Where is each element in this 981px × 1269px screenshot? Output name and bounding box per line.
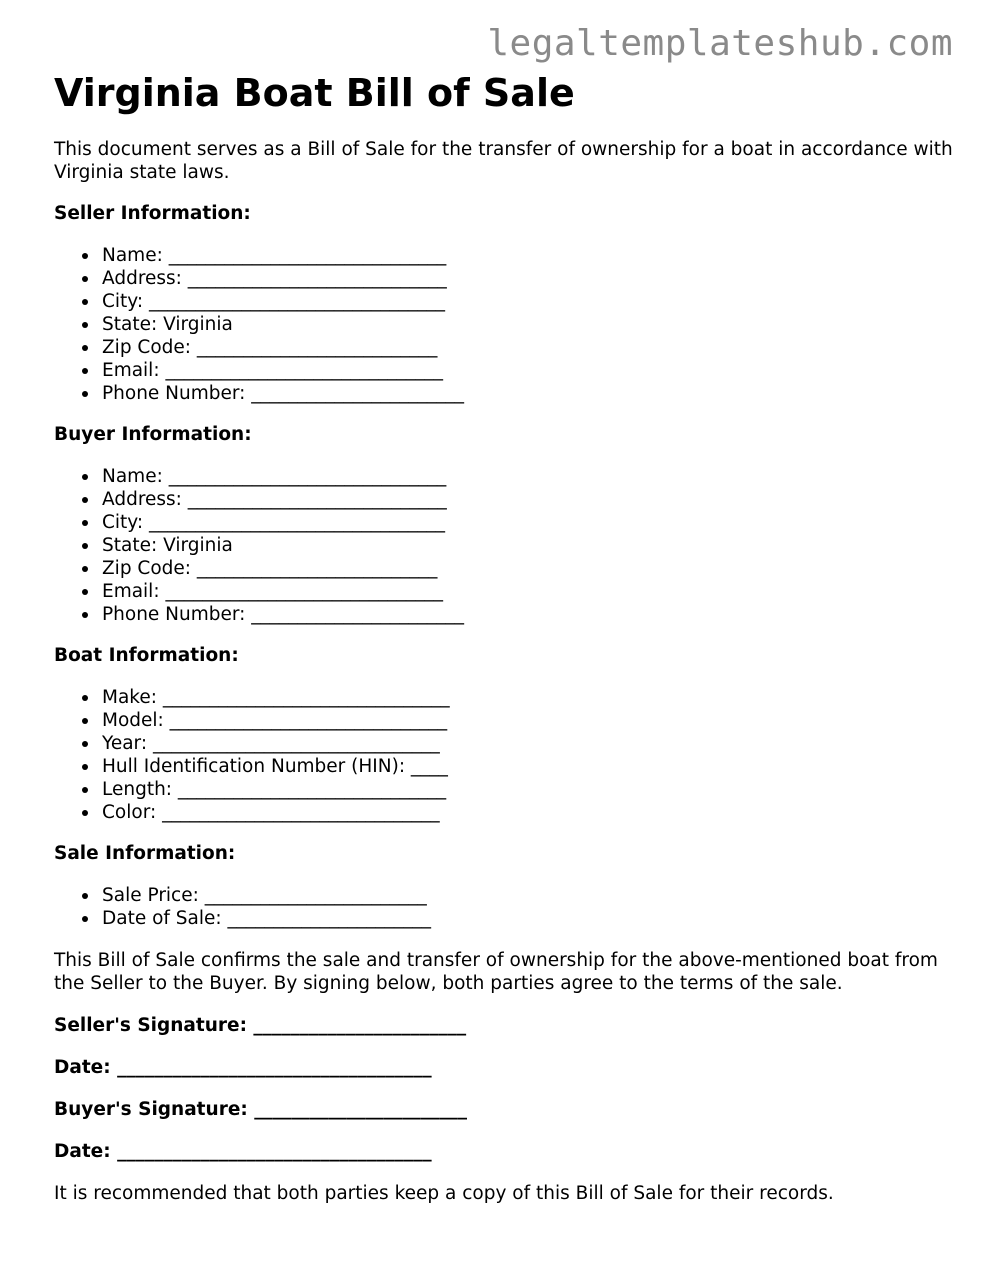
buyer-state-field: State: Virginia <box>102 534 954 557</box>
seller-email-field[interactable]: Email: ______________________________ <box>102 359 954 382</box>
seller-section-heading: Seller Information: <box>54 203 251 224</box>
buyer-signature-line[interactable]: Buyer's Signature: _______________________ <box>54 1099 467 1120</box>
seller-address-field[interactable]: Address: ____________________________ <box>102 267 954 290</box>
closing-paragraph: This Bill of Sale confirms the sale and transfer of ownership for the above-mentioned boat from the Seller to the Buyer. By signing below, both parties agree to the terms of the sale. <box>54 950 938 994</box>
seller-info-list <box>54 244 954 405</box>
sale-info-list <box>54 884 954 930</box>
boat-section-heading: Boat Information: <box>54 645 239 666</box>
buyer-zip-field[interactable]: Zip Code: __________________________ <box>102 557 954 580</box>
seller-state-field: State: Virginia <box>102 313 954 336</box>
seller-signature-line[interactable]: Seller's Signature: _______________________ <box>54 1015 467 1036</box>
watermark: legaltemplateshub.com <box>487 23 953 64</box>
boat-make-field[interactable]: Make: _______________________________ <box>102 686 954 709</box>
buyer-section-heading: Buyer Information: <box>54 424 252 445</box>
document-title: Virginia Boat Bill of Sale <box>54 71 575 115</box>
buyer-info-list <box>54 465 954 626</box>
seller-zip-field[interactable]: Zip Code: __________________________ <box>102 336 954 359</box>
seller-date-line[interactable]: Date: __________________________________ <box>54 1057 432 1078</box>
boat-hin-field[interactable]: Hull Identification Number (HIN): ____ <box>102 755 954 778</box>
buyer-phone-field[interactable]: Phone Number: _______________________ <box>102 603 954 626</box>
boat-info-list <box>54 686 954 824</box>
sale-date-field[interactable]: Date of Sale: ______________________ <box>102 907 954 930</box>
boat-length-field[interactable]: Length: _____________________________ <box>102 778 954 801</box>
recommendation-paragraph: It is recommended that both parties keep a copy of this Bill of Sale for their records. <box>54 1183 834 1204</box>
buyer-city-field[interactable]: City: ________________________________ <box>102 511 954 534</box>
buyer-email-field[interactable]: Email: ______________________________ <box>102 580 954 603</box>
seller-phone-field[interactable]: Phone Number: _______________________ <box>102 382 954 405</box>
seller-city-field[interactable]: City: ________________________________ <box>102 290 954 313</box>
buyer-address-field[interactable]: Address: ____________________________ <box>102 488 954 511</box>
intro-paragraph: This document serves as a Bill of Sale for the transfer of ownership for a boat in accordance with Virginia state laws. <box>54 139 953 183</box>
boat-color-field[interactable]: Color: ______________________________ <box>102 801 954 824</box>
seller-name-field[interactable]: Name: ______________________________ <box>102 244 954 267</box>
sale-section-heading: Sale Information: <box>54 843 236 864</box>
boat-model-field[interactable]: Model: ______________________________ <box>102 709 954 732</box>
buyer-date-line[interactable]: Date: __________________________________ <box>54 1141 432 1162</box>
boat-year-field[interactable]: Year: _______________________________ <box>102 732 954 755</box>
sale-price-field[interactable]: Sale Price: ________________________ <box>102 884 954 907</box>
document <box>54 70 954 1205</box>
buyer-name-field[interactable]: Name: ______________________________ <box>102 465 954 488</box>
